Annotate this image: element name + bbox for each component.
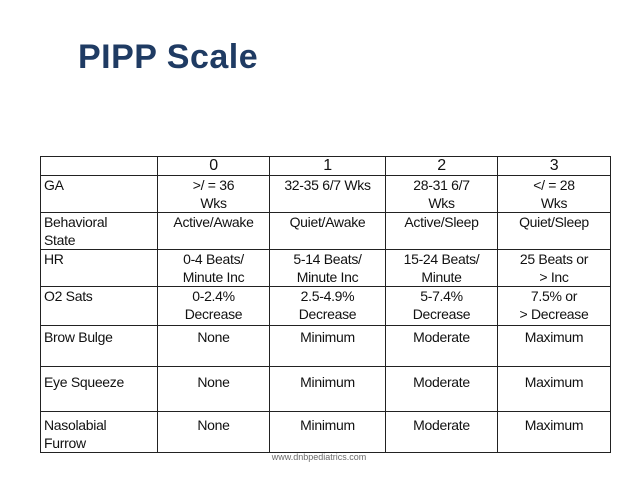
param-cell: [41, 412, 158, 453]
param-label: Furrow: [44, 435, 86, 451]
param-cell: [41, 213, 158, 250]
cell-line: 7.5% or: [530, 288, 578, 304]
param-cell: [41, 176, 158, 213]
cell-line: Wks: [200, 195, 227, 211]
header-cell-empty: [41, 157, 158, 176]
score-3-cell: [498, 367, 611, 412]
cell-line: 5-14 Beats/: [293, 251, 362, 267]
score-2-cell: [386, 367, 498, 412]
cell-line: Minute Inc: [182, 269, 245, 285]
table-row-hr: [41, 250, 611, 287]
cell-line: Minimum: [300, 329, 355, 345]
score-0-cell: [158, 250, 270, 287]
cell-line: None: [197, 374, 230, 390]
cell-line: </ = 28: [533, 177, 575, 193]
cell-line: Quiet/Sleep: [519, 214, 589, 230]
cell-line: Minimum: [300, 374, 355, 390]
cell-line: Minute Inc: [296, 269, 359, 285]
table-row-brow-bulge: [41, 326, 611, 367]
cell-line: 0-4 Beats/: [183, 251, 244, 267]
header-score-2: 2: [386, 157, 498, 176]
cell-line: Moderate: [413, 374, 470, 390]
score-1-cell: [270, 213, 386, 250]
score-1-cell: [270, 176, 386, 213]
cell-line: 0-2.4%: [192, 288, 235, 304]
cell-line: Active/Sleep: [404, 214, 479, 230]
cell-line: Minimum: [300, 417, 355, 433]
score-2-cell: [386, 176, 498, 213]
cell-line: Maximum: [524, 374, 584, 390]
header-row: [41, 157, 611, 176]
header-score-0: 0: [158, 157, 270, 176]
cell-line: Quiet/Awake: [289, 214, 366, 230]
slide-title: PIPP Scale: [78, 38, 259, 76]
cell-line: 32-35 6/7 Wks: [284, 177, 371, 193]
score-2-cell: [386, 287, 498, 326]
cell-line: >/ = 36: [192, 177, 235, 193]
cell-line: > Decrease: [519, 306, 589, 322]
table-row-eye-squeeze: [41, 367, 611, 412]
pipp-scale-table: [40, 156, 611, 453]
param-cell: [41, 367, 158, 412]
score-3-cell: [498, 176, 611, 213]
cell-line: 2.5-4.9%: [300, 288, 355, 304]
cell-line: Minute: [421, 269, 462, 285]
header-score-1: 1: [270, 157, 386, 176]
score-0-cell: [158, 367, 270, 412]
score-2-cell: [386, 213, 498, 250]
cell-line: Moderate: [413, 417, 470, 433]
score-1-cell: [270, 287, 386, 326]
table-row-behavioral-state: [41, 213, 611, 250]
score-2-cell: [386, 250, 498, 287]
cell-line: Moderate: [413, 329, 470, 345]
cell-line: Maximum: [524, 329, 584, 345]
score-3-cell: [498, 326, 611, 367]
cell-line: Maximum: [524, 417, 584, 433]
score-0-cell: [158, 287, 270, 326]
score-3-cell: [498, 213, 611, 250]
header-score-3: 3: [498, 157, 611, 176]
table-row-nasolabial-furrow: [41, 412, 611, 453]
param-cell: [41, 326, 158, 367]
score-2-cell: [386, 326, 498, 367]
cell-line: 25 Beats or: [519, 251, 589, 267]
param-label: HR: [44, 251, 64, 267]
cell-line: Wks: [428, 195, 455, 211]
param-label: O2 Sats: [44, 288, 93, 304]
cell-line: Wks: [540, 195, 568, 211]
score-3-cell: [498, 412, 611, 453]
score-3-cell: [498, 287, 611, 326]
table-row-ga: [41, 176, 611, 213]
cell-line: 28-31 6/7: [413, 177, 470, 193]
cell-line: Active/Awake: [173, 214, 254, 230]
score-1-cell: [270, 367, 386, 412]
cell-line: Decrease: [298, 306, 357, 322]
score-0-cell: [158, 176, 270, 213]
param-label: GA: [44, 177, 64, 193]
param-cell: [41, 250, 158, 287]
score-3-cell: [498, 250, 611, 287]
param-label: Eye Squeeze: [44, 374, 124, 390]
score-0-cell: [158, 326, 270, 367]
table-row-o2-sats: [41, 287, 611, 326]
param-label: Brow Bulge: [44, 329, 113, 345]
param-cell: [41, 287, 158, 326]
cell-line: > Inc: [539, 269, 569, 285]
score-1-cell: [270, 412, 386, 453]
cell-line: 5-7.4%: [420, 288, 463, 304]
cell-line: Decrease: [412, 306, 471, 322]
cell-line: None: [197, 329, 230, 345]
footer-url: www.dnbpediatrics.com: [271, 452, 367, 462]
param-label: Nasolabial: [44, 417, 107, 433]
cell-line: 15-24 Beats/: [403, 251, 480, 267]
score-0-cell: [158, 412, 270, 453]
score-0-cell: [158, 213, 270, 250]
cell-line: None: [197, 417, 230, 433]
score-1-cell: [270, 326, 386, 367]
param-label: Behavioral: [44, 214, 108, 230]
score-1-cell: [270, 250, 386, 287]
score-2-cell: [386, 412, 498, 453]
param-label: State: [44, 232, 76, 248]
cell-line: Decrease: [184, 306, 243, 322]
